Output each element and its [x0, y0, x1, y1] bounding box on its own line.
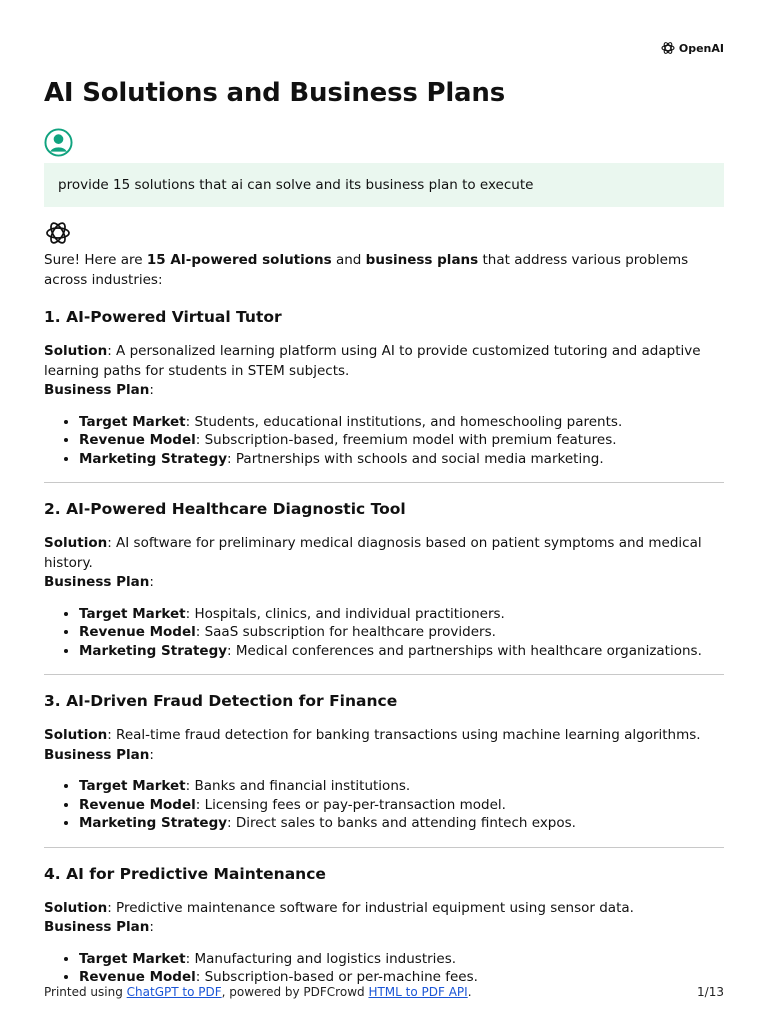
solution-text: : Predictive maintenance software for industrial equipment using sensor data. [107, 899, 634, 916]
chatgpt-to-pdf-link[interactable]: ChatGPT to PDF [126, 985, 222, 999]
item-label: Revenue Model [79, 432, 196, 448]
business-plan-label: Business Plan: [44, 919, 154, 935]
item-text: : SaaS subscription for healthcare providers. [195, 624, 496, 640]
item-label: Target Market [79, 950, 186, 967]
business-plan-list [44, 950, 724, 987]
item-text: : Banks and financial institutions. [185, 778, 411, 794]
item-text: : Manufacturing and logistics industries. [185, 950, 457, 967]
footer-credits [44, 985, 472, 999]
page-footer [44, 985, 724, 999]
intro-text: and [331, 252, 366, 268]
item-text: : Medical conferences and partnerships with healthcare organizations. [227, 642, 702, 659]
business-plan-label: Business Plan: [44, 382, 154, 398]
list-item [79, 413, 724, 432]
footer-text: . [467, 985, 472, 999]
section-heading: 1. AI-Powered Virtual Tutor [44, 308, 282, 326]
list-item [79, 796, 724, 815]
solution-text: : AI software for preliminary medical diagnosis based on patient symptoms and medical history. [44, 535, 702, 571]
item-label: Revenue Model [79, 796, 196, 813]
section-heading: 2. AI-Powered Healthcare Diagnostic Tool [44, 500, 406, 518]
item-label: Marketing Strategy [79, 450, 228, 467]
list-item [79, 431, 724, 450]
section [44, 864, 724, 987]
solution-paragraph [44, 534, 724, 573]
section-heading: 4. AI for Predictive Maintenance [44, 864, 326, 883]
user-avatar-icon [44, 128, 73, 157]
intro-paragraph [44, 251, 724, 290]
divider [44, 674, 724, 675]
list-item [79, 642, 724, 661]
section [44, 307, 724, 468]
item-label: Revenue Model [79, 969, 196, 985]
intro-bold: 15 AI-powered solutions [146, 252, 332, 268]
section [44, 691, 724, 833]
assistant-response [44, 251, 724, 987]
item-text: : Subscription-based or per-machine fees. [195, 969, 478, 985]
item-label: Revenue Model [79, 624, 196, 640]
footer-text: , powered by PDFCrowd [221, 985, 369, 999]
brand-name: OpenAI [678, 41, 724, 55]
solution-paragraph [44, 342, 724, 381]
business-plan-label-text: Business Plan [44, 919, 150, 935]
solution-label: Solution [44, 343, 108, 359]
document-page [44, 0, 724, 1024]
page-title: AI Solutions and Business Plans [44, 78, 505, 108]
item-text: : Direct sales to banks and attending fintech expos. [227, 815, 576, 831]
list-item [79, 450, 724, 469]
list-item [79, 814, 724, 833]
intro-bold: business plans [365, 252, 479, 268]
list-item [79, 777, 724, 796]
chatgpt-logo-icon [44, 219, 72, 247]
list-item [79, 950, 724, 969]
item-text: : Hospitals, clinics, and individual practitioners. [185, 605, 505, 622]
footer-text: Printed using [44, 985, 127, 999]
business-plan-label-text: Business Plan [44, 382, 150, 398]
list-item [79, 605, 724, 624]
user-prompt: provide 15 solutions that ai can solve and its business plan to execute [44, 163, 724, 207]
item-label: Target Market [79, 413, 186, 430]
item-text: : Licensing fees or pay-per-transaction model. [195, 796, 506, 813]
item-label: Marketing Strategy [79, 642, 228, 659]
business-plan-label: Business Plan: [44, 746, 154, 763]
business-plan-label-text: Business Plan [44, 574, 150, 590]
business-plan-list [44, 605, 724, 661]
list-item [79, 623, 724, 642]
section [44, 499, 724, 660]
item-text: : Subscription-based, freemium model with premium features. [195, 432, 617, 448]
solution-label: Solution [44, 535, 108, 551]
solution-text: : Real-time fraud detection for banking transactions using machine learning algorithms. [107, 727, 701, 743]
intro-text: that address various problems across industries: [44, 252, 689, 288]
section-heading: 3. AI-Driven Fraud Detection for Finance [44, 692, 398, 710]
item-label: Target Market [79, 605, 186, 622]
item-text: : Partnerships with schools and social media marketing. [227, 450, 604, 467]
openai-logo-icon [660, 40, 676, 56]
page-number: 1/13 [697, 985, 724, 999]
business-plan-list [44, 413, 724, 469]
solution-paragraph [44, 899, 724, 919]
intro-text: Sure! Here are [44, 252, 147, 268]
list-item [79, 968, 724, 987]
solution-text: : A personalized learning platform using AI to provide customized tutoring and adaptive learning paths for students in STEM subjects. [44, 343, 701, 379]
divider [44, 847, 724, 848]
business-plan-label-text: Business Plan [44, 746, 150, 763]
divider [44, 482, 724, 483]
item-label: Target Market [79, 778, 186, 794]
solution-label: Solution [44, 727, 108, 743]
html-to-pdf-api-link[interactable]: HTML to PDF API [368, 985, 468, 999]
item-label: Marketing Strategy [79, 815, 228, 831]
solution-paragraph [44, 726, 724, 746]
solution-label: Solution [44, 899, 108, 916]
item-text: : Students, educational institutions, and homeschooling parents. [185, 413, 623, 430]
business-plan-label: Business Plan: [44, 574, 154, 590]
brand [660, 40, 724, 56]
business-plan-list [44, 777, 724, 833]
